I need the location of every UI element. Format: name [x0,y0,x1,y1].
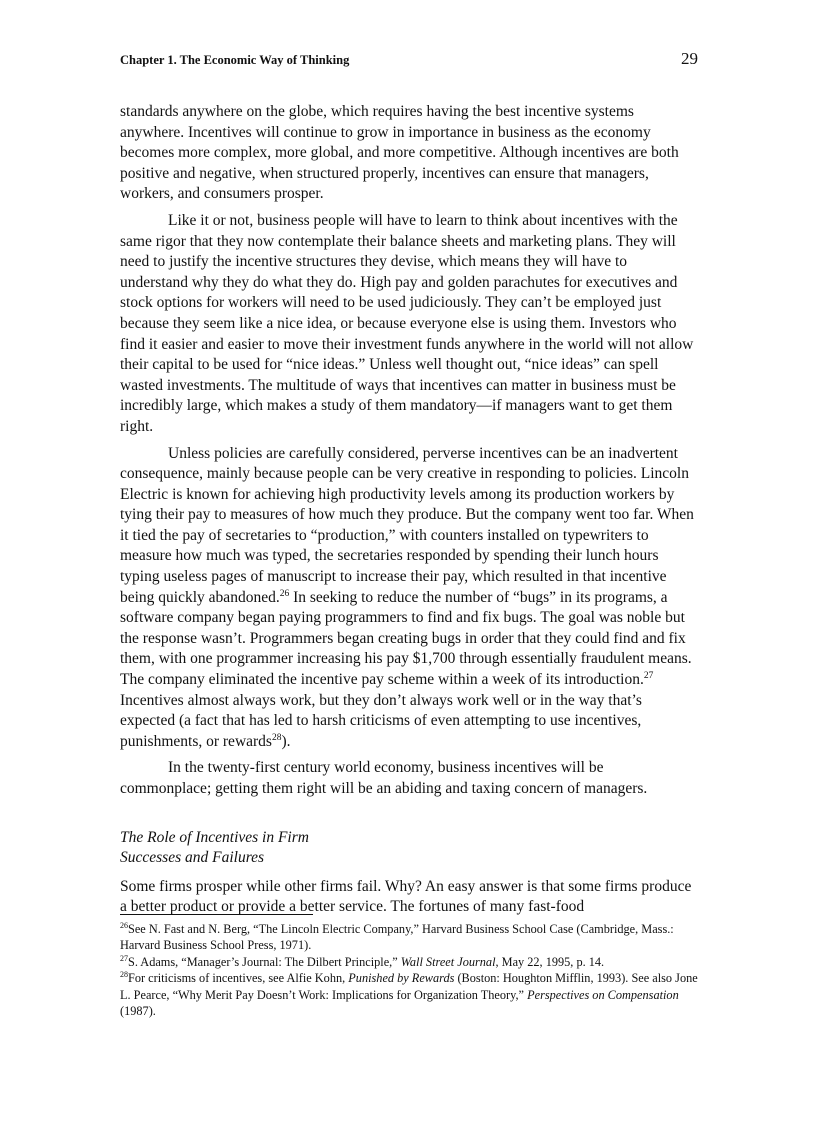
paragraph-3-part-1: Unless policies are carefully considered, perverse incentives can be an inadvertent consequence, mainly because people can be very creative in responding to policies. Lincoln Electric is known for achieving high productivity levels among its production workers by tying their pay to measures of how much they produce. But the company went too far. When it tied the pay of secretaries to “production,” with counters installed on typewriters to measure how much was typed, the secretaries responded by spending their lunch hours typing useless pages of manuscript to increase their pay, which resulted in that incentive being quickly abandoned. [120,444,694,606]
section-heading-line-2: Successes and Failures [120,849,265,867]
body-text [120,102,698,924]
page-number: 29 [681,49,698,68]
section-heading [120,828,698,869]
paragraph-3-part-4: ). [281,732,291,750]
chapter-title: Chapter 1. The Economic Way of Thinking [120,53,350,67]
footnote-number-28: 28 [120,970,128,980]
footnote-28-text-c: (1987). [120,1004,156,1019]
footnote-27-journal: Wall Street Journal [400,954,496,969]
footnote-26-text: See N. Fast and N. Berg, “The Lincoln Electric Company,” Harvard Business School Case (Cambridge, Mass.: Harvard Business School Press, 1971). [120,922,674,953]
footnote-27 [120,954,698,970]
paragraph-3 [120,444,698,753]
footnotes [120,921,698,1019]
footnote-27-text-a: S. Adams, “Manager’s Journal: The Dilbert Principle,” [128,954,401,969]
footnote-divider [120,914,313,915]
footnote-number-26: 26 [120,920,128,930]
paragraph-2: Like it or not, business people will have to learn to think about incentives with the same rigor that they now contemplate their balance sheets and marketing plans. They will need to justify the incentive structures they devise, which means they will have to understand why they do what they do. High pay and golden parachutes for executives and stock options for workers will need to be used judiciously. They can’t be employed just because they seem like a nice idea, or because everyone else is using them. Investors who find it easier and easier to move their investment funds anywhere in the world will not allow their capital to be used for “nice ideas.” Unless well thought out, “nice ideas” can spell wasted investments. The multitude of ways that incentives can matter in business must be incredibly large, which makes a study of them mandatory—if managers want to get them right. [120,211,694,435]
paragraph-3-part-3: Incentives almost always work, but they don’t always work well or in the way that’s expected (a fact that has led to harsh criticisms of even attempting to use incentives, punishments, or rewards [120,691,642,750]
footnote-ref-26[interactable]: 26 [279,588,290,599]
footnote-28-text-b: (Boston: Houghton Mifflin, 1993). See also Jone L. Pearce, “Why Merit Pay Doesn’t Work: Implications for Organization Theory,” [120,971,698,1002]
footnote-number-27: 27 [120,953,128,963]
paragraph-1: standards anywhere on the globe, which requires having the best incentive systems anywhere. Incentives will continue to grow in importance in business as the economy becomes more complex, more global, and more competitive. Although incentives are both positive and negative, when structured properly, incentives can ensure that managers, workers, and consumers prosper. [120,103,679,203]
footnote-28 [120,970,698,1019]
footnote-ref-28[interactable]: 28 [271,732,282,743]
paragraph-3-part-2: In seeking to reduce the number of “bugs” in its programs, a software company began paying programmers to find and fix bugs. The goal was noble but the response wasn’t. Programmers began creating bugs in order that they could find and fix them, with one programmer increasing his pay $1,700 through essentially fraudulent means. The company eliminated the incentive pay scheme within a week of its introduction. [120,588,692,689]
footnote-28-journal: Perspectives on Compensation [527,987,679,1002]
footnote-28-book-title: Punished by Rewards [348,971,455,986]
running-header [120,51,698,71]
paragraph-5: Some firms prosper while other firms fail. Why? An easy answer is that some firms produce a better product or provide a better service. The fortunes of many fast-food [120,877,692,916]
footnote-26 [120,921,698,954]
section-heading-line-1: The Role of Incentives in Firm [120,828,309,846]
footnote-27-text-b: , May 22, 1995, p. 14. [495,954,605,969]
footnote-ref-27[interactable]: 27 [643,670,654,681]
footnote-28-text-a: For criticisms of incentives, see Alfie Kohn, [128,971,349,986]
paragraph-4: In the twenty-first century world economy, business incentives will be commonplace; getting them right will be an abiding and taxing concern of managers. [120,759,648,797]
